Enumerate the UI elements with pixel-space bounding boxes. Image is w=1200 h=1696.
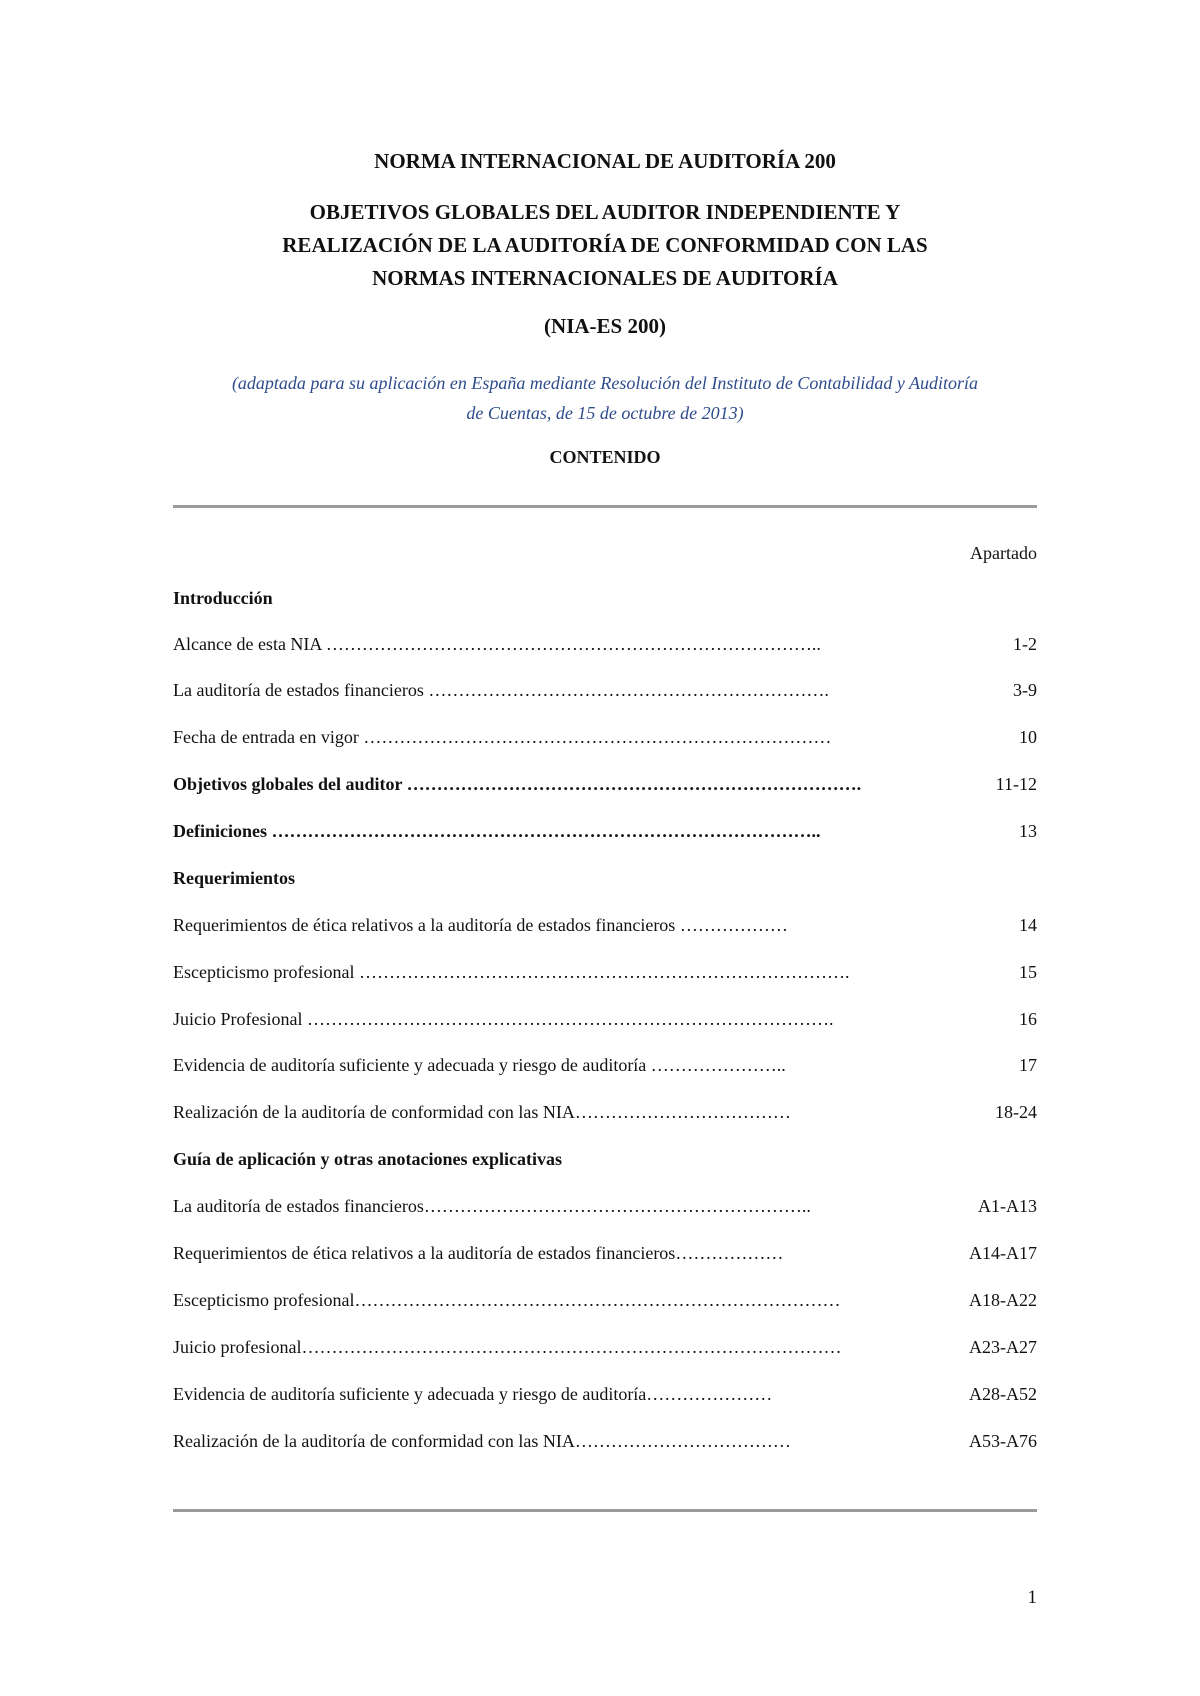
adaptation-note-line: de Cuentas, de 15 de octubre de 2013): [466, 403, 744, 423]
toc-row[interactable]: [173, 1052, 1037, 1078]
toc-item-label: La auditoría de estados financieros………………………………………………………..: [173, 1196, 811, 1216]
adaptation-note: [173, 368, 1037, 428]
toc-row[interactable]: [173, 1240, 1037, 1266]
toc-item-label: Juicio Profesional …………………………………………………………………………….: [173, 1009, 834, 1029]
toc-row[interactable]: [173, 677, 1037, 703]
toc-row[interactable]: [173, 724, 1037, 750]
toc-item-label: Realización de la auditoría de conformidad con las NIA………………………………: [173, 1102, 791, 1122]
toc-item-ref: 17: [1019, 1055, 1037, 1075]
toc-item-label: Juicio profesional………………………………………………………………………………: [173, 1337, 842, 1357]
toc-item-label: Escepticismo profesional………………………………………………………………………: [173, 1290, 841, 1310]
toc-row[interactable]: [173, 1428, 1037, 1454]
document-subtitle: [173, 196, 1037, 295]
toc-item-ref: A53-A76: [969, 1431, 1037, 1451]
toc-item-label: Definiciones ………………………………………………………………………………..: [173, 821, 821, 841]
toc-item-label: La auditoría de estados financieros ………………………………………………………….: [173, 680, 829, 700]
toc-item-label: Evidencia de auditoría suficiente y adecuada y riesgo de auditoría…………………: [173, 1384, 773, 1404]
toc-item-ref: A14-A17: [969, 1243, 1037, 1263]
top-divider: [173, 505, 1037, 508]
standard-code: (NIA-ES 200): [544, 314, 666, 338]
toc-row[interactable]: [173, 1287, 1037, 1313]
toc-row[interactable]: [173, 631, 1037, 657]
toc-item-ref: 1-2: [1013, 634, 1037, 654]
toc-row[interactable]: [173, 959, 1037, 985]
toc-item-ref: A23-A27: [969, 1337, 1037, 1357]
toc-row[interactable]: [173, 1334, 1037, 1360]
toc-item-ref: 11-12: [995, 774, 1037, 794]
toc-item-ref: 15: [1019, 962, 1037, 982]
toc-item-ref: A18-A22: [969, 1290, 1037, 1310]
subtitle-line: NORMAS INTERNACIONALES DE AUDITORÍA: [372, 266, 838, 290]
toc-item-label: Objetivos globales del auditor ………………………………………………………………….: [173, 774, 862, 794]
toc-row[interactable]: [173, 1193, 1037, 1219]
document-title: NORMA INTERNACIONAL DE AUDITORÍA 200: [374, 149, 836, 173]
toc-item-label: Fecha de entrada en vigor ……………………………………………………………………: [173, 727, 832, 747]
toc-row[interactable]: [173, 1381, 1037, 1407]
section-heading: Guía de aplicación y otras anotaciones explicativas: [173, 1149, 562, 1169]
toc-item-label: Realización de la auditoría de conformidad con las NIA………………………………: [173, 1431, 791, 1451]
page-number: 1: [1027, 1587, 1037, 1608]
section-heading: Introducción: [173, 588, 273, 608]
toc-item-label: Requerimientos de ética relativos a la auditoría de estados financieros………………: [173, 1243, 784, 1263]
adaptation-note-line: (adaptada para su aplicación en España mediante Resolución del Instituto de Contabilidad y Auditoría: [231, 373, 979, 393]
subtitle-line: OBJETIVOS GLOBALES DEL AUDITOR INDEPENDIENTE Y: [309, 200, 901, 224]
bottom-divider: [173, 1509, 1037, 1512]
toc-row[interactable]: [173, 771, 1037, 797]
toc-item-ref: 10: [1019, 727, 1037, 747]
toc-item-ref: 18-24: [995, 1102, 1037, 1122]
section-heading: Requerimientos: [173, 868, 295, 888]
toc-item-ref: 14: [1019, 915, 1037, 935]
toc-item-ref: A28-A52: [969, 1384, 1037, 1404]
toc-item-label: Evidencia de auditoría suficiente y adecuada y riesgo de auditoría …………………..: [173, 1055, 786, 1075]
subtitle-line: REALIZACIÓN DE LA AUDITORÍA DE CONFORMIDAD CON LAS: [282, 233, 928, 257]
toc-row[interactable]: [173, 1099, 1037, 1125]
contents-heading: CONTENIDO: [549, 447, 661, 467]
toc-item-ref: A1-A13: [978, 1196, 1037, 1216]
toc-item-label: Escepticismo profesional ……………………………………………………………………….: [173, 962, 850, 982]
toc-row[interactable]: [173, 912, 1037, 938]
toc-item-label: Requerimientos de ética relativos a la auditoría de estados financieros ………………: [173, 915, 788, 935]
toc-item-ref: 3-9: [1013, 680, 1037, 700]
toc-item-ref: 16: [1019, 1009, 1037, 1029]
toc-row[interactable]: [173, 818, 1037, 844]
toc-column-header: Apartado: [970, 543, 1037, 563]
toc-item-label: Alcance de esta NIA ………………………………………………………………………..: [173, 634, 821, 654]
toc-row[interactable]: [173, 1006, 1037, 1032]
toc-item-ref: 13: [1019, 821, 1037, 841]
